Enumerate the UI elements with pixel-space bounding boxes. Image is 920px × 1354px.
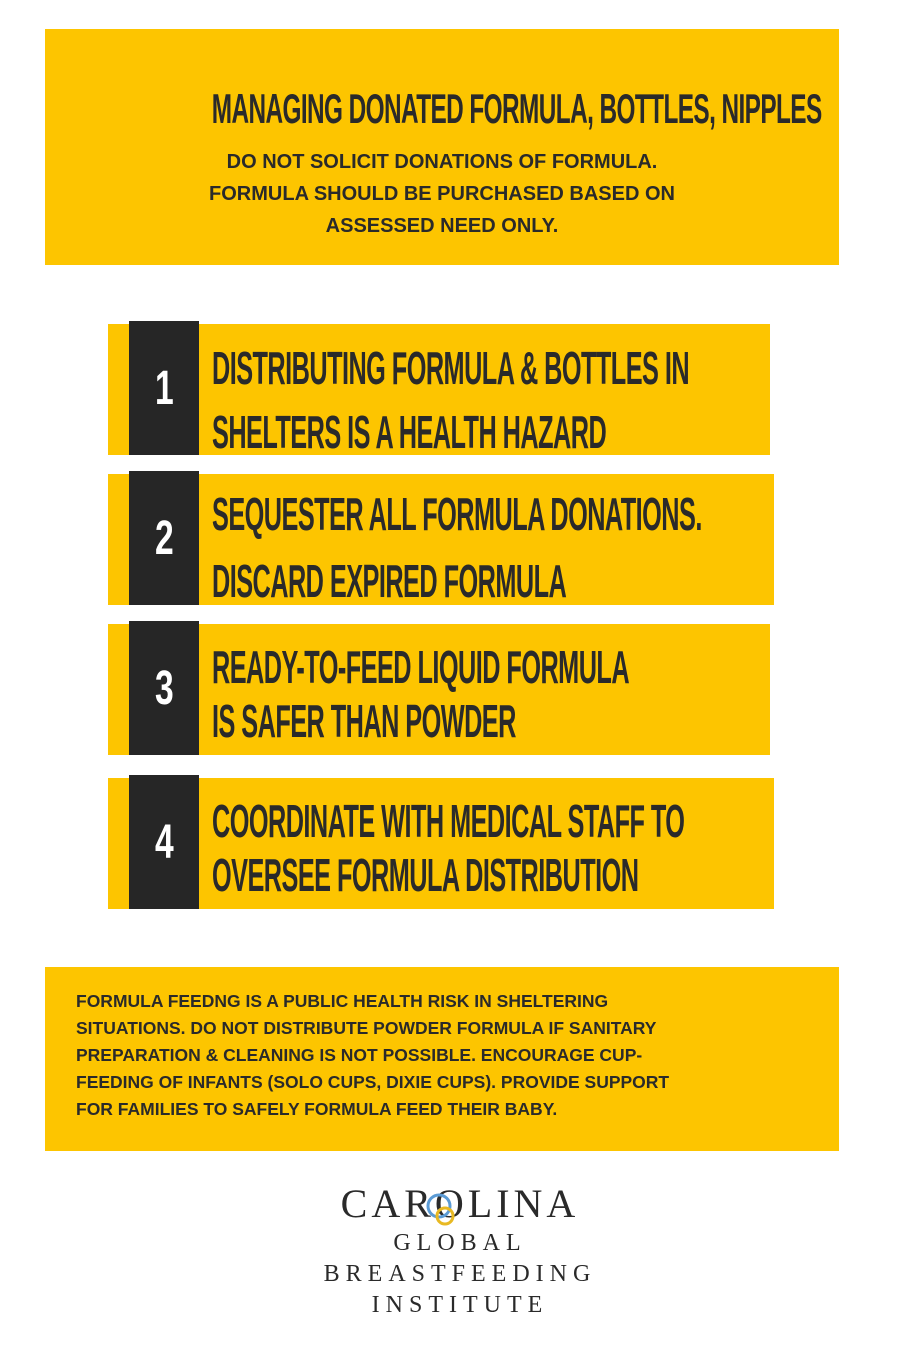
step-line: SEQUESTER ALL FORMULA DONATIONS.	[212, 488, 702, 540]
step-text	[212, 336, 690, 464]
logo-line-institute: INSTITUTE	[371, 1292, 549, 1318]
step-3	[108, 624, 770, 755]
header-banner	[45, 29, 839, 265]
logo-rings-icon	[423, 1189, 459, 1229]
step-number-badge: 2	[129, 471, 199, 605]
step-line: IS SAFER THAN POWDER	[212, 695, 516, 747]
step-text	[212, 479, 702, 613]
step-2	[108, 474, 774, 605]
step-number-badge: 3	[129, 621, 199, 755]
footer-line: FORMULA FEEDNG IS A PUBLIC HEALTH RISK IN SHELTERING	[76, 991, 609, 1011]
step-number-badge: 4	[129, 775, 199, 909]
logo-line-global: GLOBAL	[393, 1230, 527, 1256]
footer-line: FEEDING OF INFANTS (SOLO CUPS, DIXIE CUPS). PROVIDE SUPPORT	[76, 1072, 670, 1092]
step-line: COORDINATE WITH MEDICAL STAFF TO	[212, 795, 685, 847]
footer-line: SITUATIONS. DO NOT DISTRIBUTE POWDER FORMULA IF SANITARY	[76, 1018, 657, 1038]
step-4	[108, 778, 774, 909]
step-line: SHELTERS IS A HEALTH HAZARD	[212, 406, 607, 458]
step-text	[212, 640, 630, 748]
subtitle-line: ASSESSED NEED ONLY.	[325, 215, 559, 237]
footer-line: PREPARATION & CLEANING IS NOT POSSIBLE. ENCOURAGE CUP-	[76, 1045, 643, 1065]
step-line: OVERSEE FORMULA DISTRIBUTION	[212, 849, 639, 901]
step-line: DISCARD EXPIRED FORMULA	[212, 555, 567, 607]
step-text	[212, 794, 685, 902]
step-line: DISTRIBUTING FORMULA & BOTTLES IN	[212, 342, 690, 394]
header-subtitle	[105, 146, 779, 242]
logo-line-breastfeeding: BREASTFEEDING	[323, 1261, 597, 1287]
institute-logo	[260, 1180, 660, 1321]
footer-note	[45, 967, 839, 1151]
page-title: MANAGING DONATED FORMULA, BOTTLES, NIPPLES	[211, 85, 822, 132]
logo-name: CAROLINA	[340, 1181, 580, 1226]
footer-line: FOR FAMILIES TO SAFELY FORMULA FEED THEIR BABY.	[76, 1099, 558, 1119]
step-line: READY-TO-FEED LIQUID FORMULA	[212, 641, 630, 693]
step-number-badge: 1	[129, 321, 199, 455]
subtitle-line: DO NOT SOLICIT DONATIONS OF FORMULA.	[226, 151, 658, 173]
step-1	[108, 324, 770, 458]
subtitle-line: FORMULA SHOULD BE PURCHASED BASED ON	[209, 183, 675, 205]
